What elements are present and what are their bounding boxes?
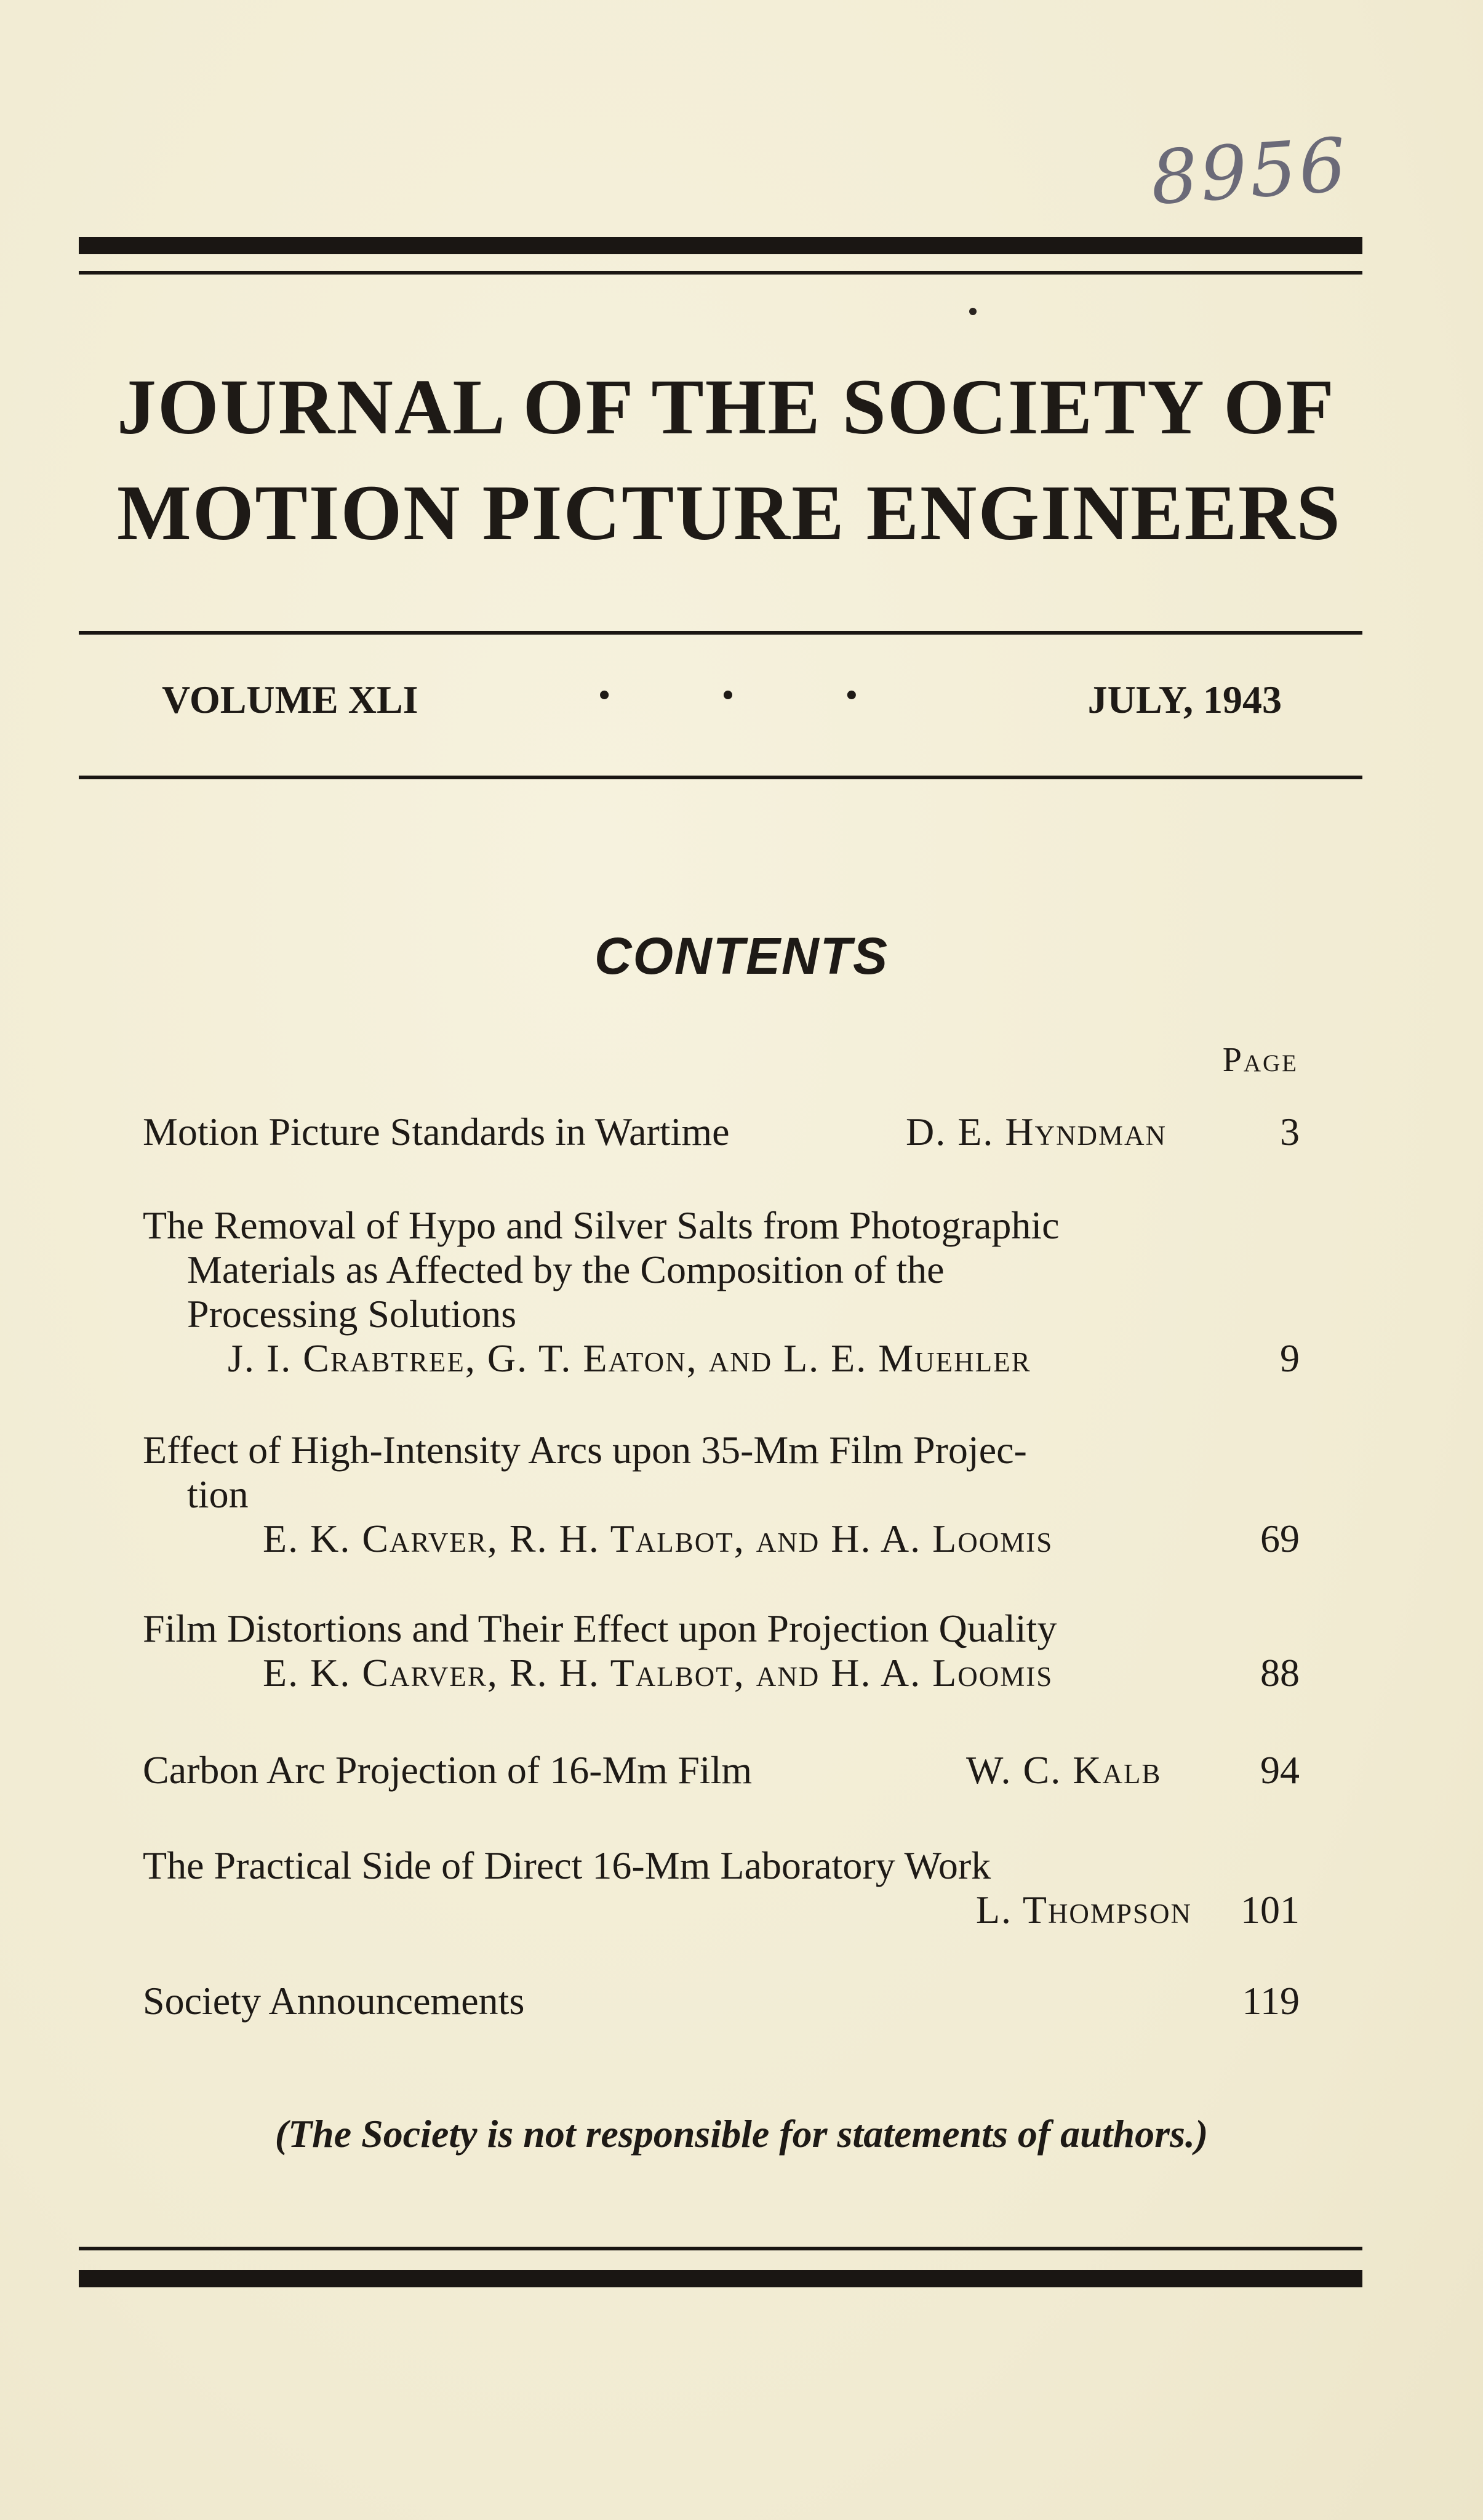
disclaimer-note: (The Society is not responsible for statements of authors.) [274,2112,1209,2156]
separator-dot: • [845,678,857,713]
journal-title-line-1: JOURNAL OF THE SOCIETY OF [117,363,1335,451]
toc-entry-page: 94 [1260,1748,1300,1792]
separator-dots [599,677,857,713]
toc-entry [143,1203,1300,1381]
volume-label: VOLUME XLI [162,678,418,721]
toc-entry-authors: D. E. Hyndman [906,1110,1167,1154]
contents-heading: CONTENTS [594,927,889,985]
toc-entry-authors: E. K. Carver, R. H. Talbot, and H. A. Loomis [263,1651,1053,1695]
toc-entry [143,1110,1300,1154]
toc-entry-title-line: Materials as Affected by the Composition of the [187,1248,945,1291]
toc-entry [143,1844,1300,1932]
toc-entry-title: Carbon Arc Projection of 16-Mm Film [143,1748,753,1792]
page-column-label: Page [1222,1041,1298,1079]
toc-entry [143,1979,1300,2023]
toc-entry-authors: J. I. Crabtree, G. T. Eaton, and L. E. Muehler [228,1336,1031,1380]
bottom-thin-rule [79,2247,1362,2250]
toc-entry-page: 101 [1241,1888,1300,1932]
top-thick-rule [79,237,1362,254]
toc-entry-page: 119 [1242,1979,1300,2023]
separator-dot: • [599,678,610,713]
separator-dot: • [722,678,734,713]
handwritten-accession-number: 8956 [1148,122,1351,222]
issue-info-row [162,677,1282,745]
toc-entry-page: 88 [1260,1651,1300,1695]
toc-entry-page: 3 [1280,1110,1300,1154]
toc-entry-title-line: Processing Solutions [187,1292,517,1336]
toc-entry-page: 9 [1280,1336,1300,1380]
toc-entry [143,1428,1300,1561]
title-bottom-rule [79,631,1362,635]
toc-entry-title-line: tion [187,1472,249,1516]
journal-title-line-2: MOTION PICTURE ENGINEERS [117,469,1341,556]
issue-date: JULY, 1943 [1087,678,1282,721]
toc-entry-title-line: The Removal of Hypo and Silver Salts from Photographic [143,1203,1060,1247]
top-thin-rule [79,271,1362,275]
journal-title [117,354,1348,566]
bottom-thick-rule [79,2270,1362,2287]
toc-entry-title-line: Effect of High-Intensity Arcs upon 35-Mm Film Projec- [143,1428,1027,1472]
toc-entry [143,1607,1300,1695]
toc-entry-page: 69 [1260,1517,1300,1560]
toc-entry-title: Film Distortions and Their Effect upon Projection Quality [143,1607,1057,1650]
toc-entry-authors: L. Thompson [975,1888,1192,1932]
toc-entry-title: Society Announcements [143,1979,525,2023]
issue-bottom-rule [79,776,1362,779]
toc-entry-authors: E. K. Carver, R. H. Talbot, and H. A. Loomis [263,1517,1053,1560]
toc-entry-title: Motion Picture Standards in Wartime [143,1110,730,1154]
stray-ink-dot [969,308,977,315]
toc-entry-title: The Practical Side of Direct 16-Mm Laboratory Work [143,1844,991,1887]
toc-entry [143,1748,1300,1792]
toc-entry-authors: W. C. Kalb [966,1748,1162,1792]
